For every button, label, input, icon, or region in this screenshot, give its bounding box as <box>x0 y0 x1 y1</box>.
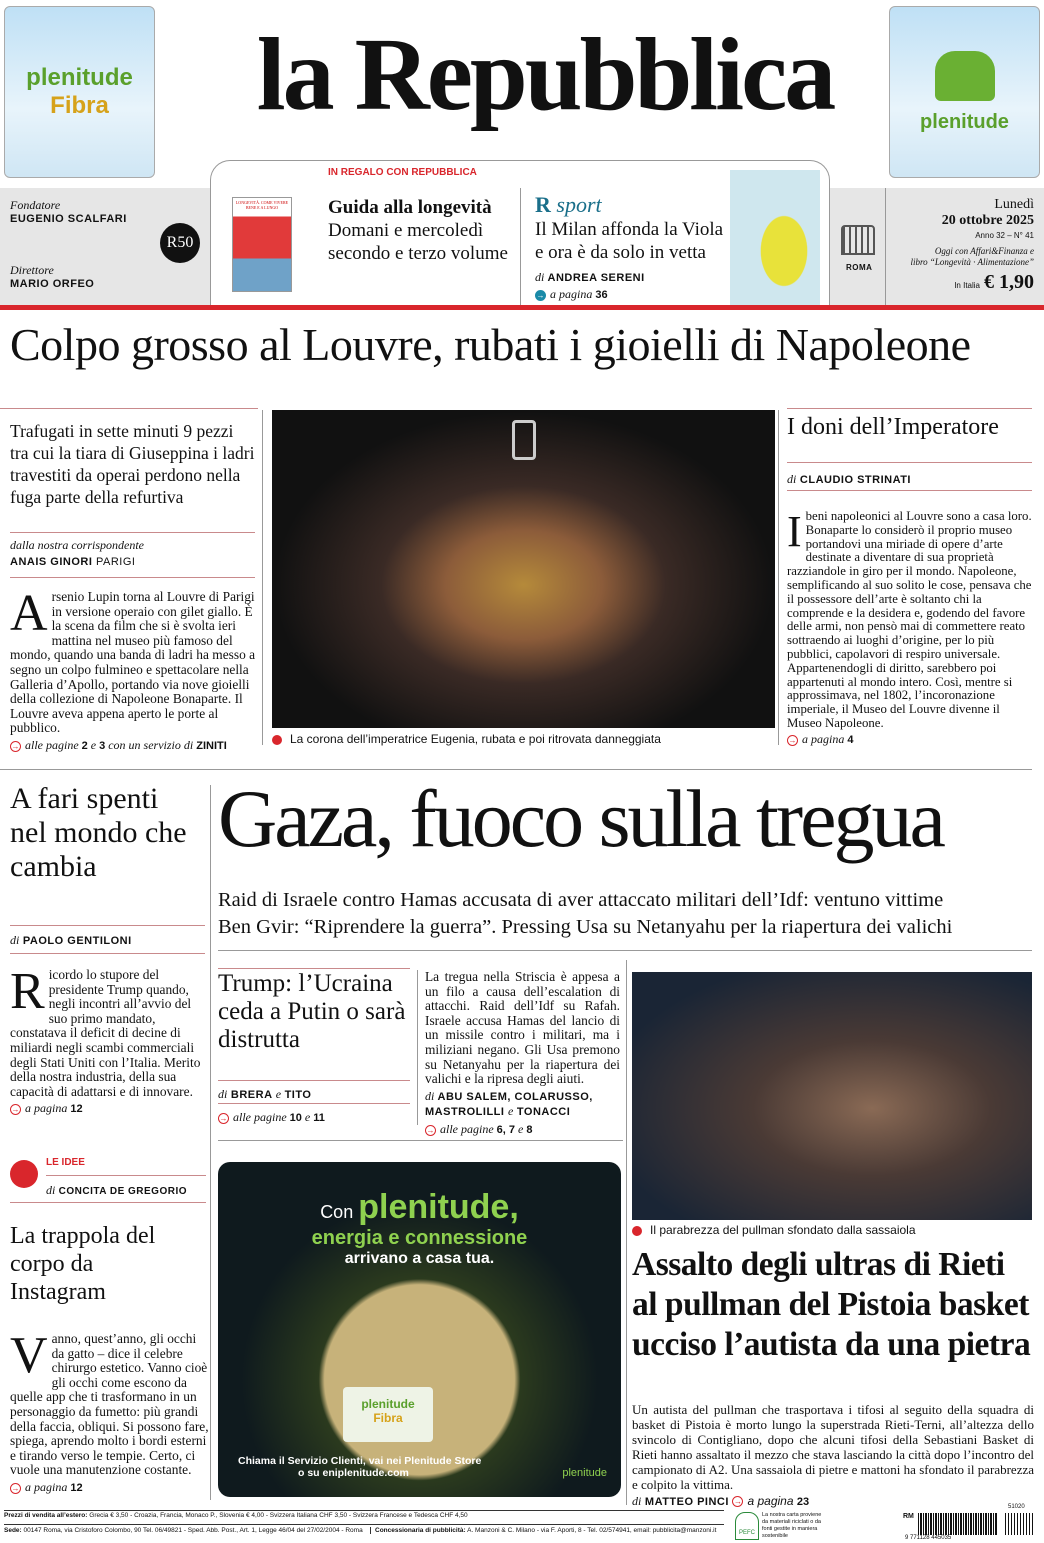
side-byline: di CLAUDIO STRINATI <box>787 472 911 486</box>
ad-brand: plenitude <box>26 64 133 91</box>
barcode-addon-number: 51020 <box>1008 1504 1025 1510</box>
louvre-page-ref: → alle pagine 2 e 3 con un servizio di ZINITI <box>11 737 227 752</box>
gaza-headline[interactable]: Gaza, fuoco sulla tregua <box>218 773 943 864</box>
trump-byline: di BRERA e TITO <box>218 1087 312 1101</box>
footer-seat: Sede: 00147 Roma, via Cristoforo Colombo, 90 Tel. 06/49821 - Sped. Abb. Post., Art. 1, Legge 46/04 del 27/02/2004 - Roma <box>4 1527 363 1534</box>
rieti-article[interactable]: Un autista del pullman che trasportava i tifosi al seguito della squadra di basket di Pistoia è morto lungo la superstrada Rieti-Terni, all’altezza dello svincolo di Contigliano, dopo che alcuni tifosi della Sebastiani Basket di Rieti hanno assaltato il mezzo che stava lasciando la città dopo l’incontro del campionato di A2. Una sassaiola di pietre e mattoni ha sfondato il parabrezza e colpito la vittima. di MATTEO PINCI → a pagina 23 <box>632 1402 1034 1508</box>
rsport-logo: R sport <box>535 192 602 217</box>
promo-line: secondo e terzo volume <box>328 243 508 264</box>
city: ROMA <box>846 263 873 272</box>
barcode <box>918 1513 998 1535</box>
r50-logo <box>160 223 200 263</box>
arrow-icon: → <box>733 1497 742 1507</box>
sport-line: Il Milan affonda la Viola <box>535 219 724 240</box>
louvre-byline: dalla nostra corrispondente ANAIS GINORI PARIGI <box>10 538 144 568</box>
crown-caption: La corona dell’imperatrice Eugenia, rubata e poi ritrovata danneggiata <box>272 732 661 746</box>
barcode-addon <box>1005 1513 1035 1535</box>
gentiloni-byline: di PAOLO GENTILONI <box>10 933 132 947</box>
plenitude-ad-right[interactable] <box>889 6 1040 178</box>
ad-sub: Fibra <box>50 92 109 119</box>
ad-box: plenitude Fibra <box>343 1387 433 1442</box>
arrow-up-icon <box>272 735 282 745</box>
rm-label: RM <box>903 1513 914 1520</box>
crown-cross-icon <box>512 420 536 460</box>
rieti-headline[interactable]: Assalto degli ultras di Rieti al pullman del Pistoia basket ucciso l’autista da una pietra <box>632 1246 1031 1363</box>
colosseum-icon <box>841 225 875 255</box>
arrow-icon: → <box>11 1105 20 1115</box>
idee-kicker: LE IDEE <box>46 1157 85 1168</box>
six-legged-dog-logo-icon <box>935 51 995 101</box>
crown-photo[interactable] <box>272 410 775 728</box>
date: 20 ottobre 2025 <box>941 213 1034 228</box>
director-label: Direttore <box>10 263 54 277</box>
gaza-sub: Raid di Israele contro Hamas accusata di aver attaccato militari dell’Idf: ventuno vittime Ben Gvir: “Riprendere la guerra”. Pressing Usa su Netanyahu per la riapertura dei valichi <box>218 889 953 938</box>
arrow-icon: → <box>536 290 545 300</box>
promo-kicker: IN REGALO CON REPUBBLICA <box>328 167 477 178</box>
trump-title[interactable]: Trump: l’Ucraina ceda a Putin o sarà distrutta <box>218 970 406 1053</box>
founder-label: Fondatore <box>10 198 61 212</box>
louvre-headline[interactable]: Colpo grosso al Louvre, rubati i gioielli di Napoleone <box>10 319 971 370</box>
louvre-summary: Trafugati in sette minuti 9 pezzi tra cui la tiara di Giuseppina i ladri travestiti da operai perdono nella fuga parte della refurtiva <box>10 421 255 507</box>
supplement: Oggi con Affari&Finanza e libro “Longevità · Alimentazione” <box>910 246 1034 267</box>
founder-name: EUGENIO SCALFARI <box>10 213 127 225</box>
side-article[interactable]: Ibeni napoleonici al Louvre sono a casa loro. Bonaparte lo considerò il proprio museo portandovi una miriade di opere d’arte destinate a diventare di sua proprietà razziandole in giro per il mondo. Napoleone, semplificando al suo solito le cose, pensava che il possessore dell’arte è soltanto chi la comprende e la desidera e, godendo del favore delle armi, non pensò mai di commettere reato sottraendo ai luoghi d’origine, per lo più pubblici, capolavori di respiro universale. Appartenendogli di diritto, sarebbero poi appartenuti al mondo intero. Così, mentre si approssimava, nel 1802, l’incoronazione imperiale, il Museo del Louvre divenne il Museo Napoleone. → a pagina 4 <box>787 507 1032 746</box>
director-name: MARIO ORFEO <box>10 278 95 290</box>
arrow-up-icon <box>632 1226 642 1236</box>
gentiloni-article[interactable]: Ricordo lo stupore del presidente Trump quando, negli incontri all’avvio del suo primo mandato, constatava il deficit di decine di miliardi negli scambi commerciali degli Stati Uniti con l’Italia. Merito della nostra industria, della sua capacità di adattarsi e di innovare. → a pagina 12 <box>10 963 201 1116</box>
price: € 1,90 <box>984 271 1034 293</box>
r50-text: R50 <box>166 234 194 251</box>
plenitude-fibra-ad-left[interactable] <box>4 6 155 178</box>
promo-line: Domani e mercoledì <box>328 220 484 241</box>
sport-teaser[interactable] <box>535 192 735 302</box>
idee-title[interactable]: La trappola del corpo da Instagram <box>10 1223 156 1305</box>
sport-line: e ora è da solo in vetta <box>535 242 706 263</box>
arrow-icon: → <box>11 741 20 751</box>
louvre-article[interactable]: Arsenio Lupin torna al Louvre di Parigi in versione operaio con gilet giallo. È la scena da film che si è svolta ieri mattina nel museo più famoso del mondo, quando una banda di ladri ha messo a segno un colpo fulmineo e spettacolare nella Galleria d’Apollo, portando via nove gioielli della collezione di Napoleone Bonaparte. Il Louvre aveva appena aperto le porte al pubblico. → alle pagine 2 e 3 con un servizio di ZINITI <box>10 590 260 754</box>
ad-brand: plenitude <box>920 110 1009 133</box>
idee-byline: di CONCITA DE GREGORIO <box>46 1183 188 1197</box>
issue: Anno 32 – N° 41 <box>975 231 1034 240</box>
price-row: In Italia € 1,90 <box>954 271 1034 293</box>
red-rule <box>0 305 1044 310</box>
ad-logo: plenitude <box>562 1467 607 1479</box>
day: Lunedì <box>994 197 1034 212</box>
footer-prices: Prezzi di vendita all’estero: Grecia € 3,50 - Croazia, Francia, Monaco P., Slovenia € 4,00 - Svizzera Italiana CHF 3,50 - Svizzera Francese e Tedesca CHF 4,50 <box>4 1512 468 1519</box>
book-cover <box>232 197 292 292</box>
sport-page-ref[interactable]: → a pagina 36 <box>536 287 608 301</box>
arrow-icon: → <box>426 1125 435 1135</box>
date-block <box>884 197 1034 294</box>
footer-adv: Concessionaria di pubblicità: A. Manzoni & C. Milano - via F. Aporti, 8 - Tel. 02/574941, email: pubblicita@manzoni.it <box>370 1527 716 1534</box>
gaza-article[interactable]: La tregua nella Striscia è appesa a un filo a causa dell’escalation di attacchi. Raid dell’Idf su Rafah. Israele accusa Hamas del lancio di un missile contro i militari, ma i miliziani negano. Gli Usa premono su Netanyahu per la riapertura dei valichi e la ripresa degli aiuti. di ABU SALEM, COLARUSSO, MASTROLILLI e TONACCI → alle pagine 6, 7 e 8 <box>425 969 620 1136</box>
side-title[interactable]: I doni dell’Imperatore <box>787 414 999 440</box>
plenitude-ad[interactable]: Con plenitude, energia e connessione arrivano a casa tua. plenitude Fibra plenitude Chiama il Servizio Clienti, vai nei Plenitude Store o su eniplenitude.com <box>218 1162 621 1497</box>
idee-article[interactable]: Vanno, quest’anno, gli occhi da gatto – dice il celebre chirurgo estetico. Vanno cioè gli occhi come escono da quelle app che ti trasformano in un personaggio da fumetto: più grandi della faccia, obliqui. Si possono fare, spiega, aprendo molto i bordi esterni e tirando verso le tempie. Certo, ci vuole una manutenzione costante. → a pagina 12 <box>10 1327 209 1494</box>
founder-block <box>10 198 150 290</box>
barcode-number: 9 771128 445035 <box>905 1535 952 1541</box>
paper-note: La nostra carta proviene da materiali riciclati o da fonti gestite in maniera sostenibile <box>762 1512 822 1539</box>
bus-caption: Il parabrezza del pullman sfondato dalla sassaiola <box>632 1223 916 1237</box>
arrow-icon: → <box>219 1113 228 1123</box>
masthead[interactable]: la Repubblica <box>256 17 834 132</box>
promo-title: Guida alla longevità <box>328 197 492 218</box>
fountain-pen-icon <box>10 1160 38 1188</box>
trump-page-ref[interactable]: → alle pagine 10 e 11 <box>219 1110 325 1124</box>
arrow-icon: → <box>788 735 797 745</box>
sport-byline: di ANDREA SERENI <box>535 270 645 284</box>
book-title: LONGEVITÀ. COME VIVERE BENE E A LUNGO <box>235 200 289 210</box>
bus-windshield-photo[interactable] <box>632 972 1032 1220</box>
arrow-icon: → <box>11 1483 20 1493</box>
sport-title <box>535 218 735 264</box>
gentiloni-title[interactable]: A fari spenti nel mondo che cambia <box>10 782 187 883</box>
promo-text[interactable] <box>328 196 523 265</box>
milan-player-photo <box>730 170 820 305</box>
pefc-logo: PEFC <box>735 1512 759 1540</box>
